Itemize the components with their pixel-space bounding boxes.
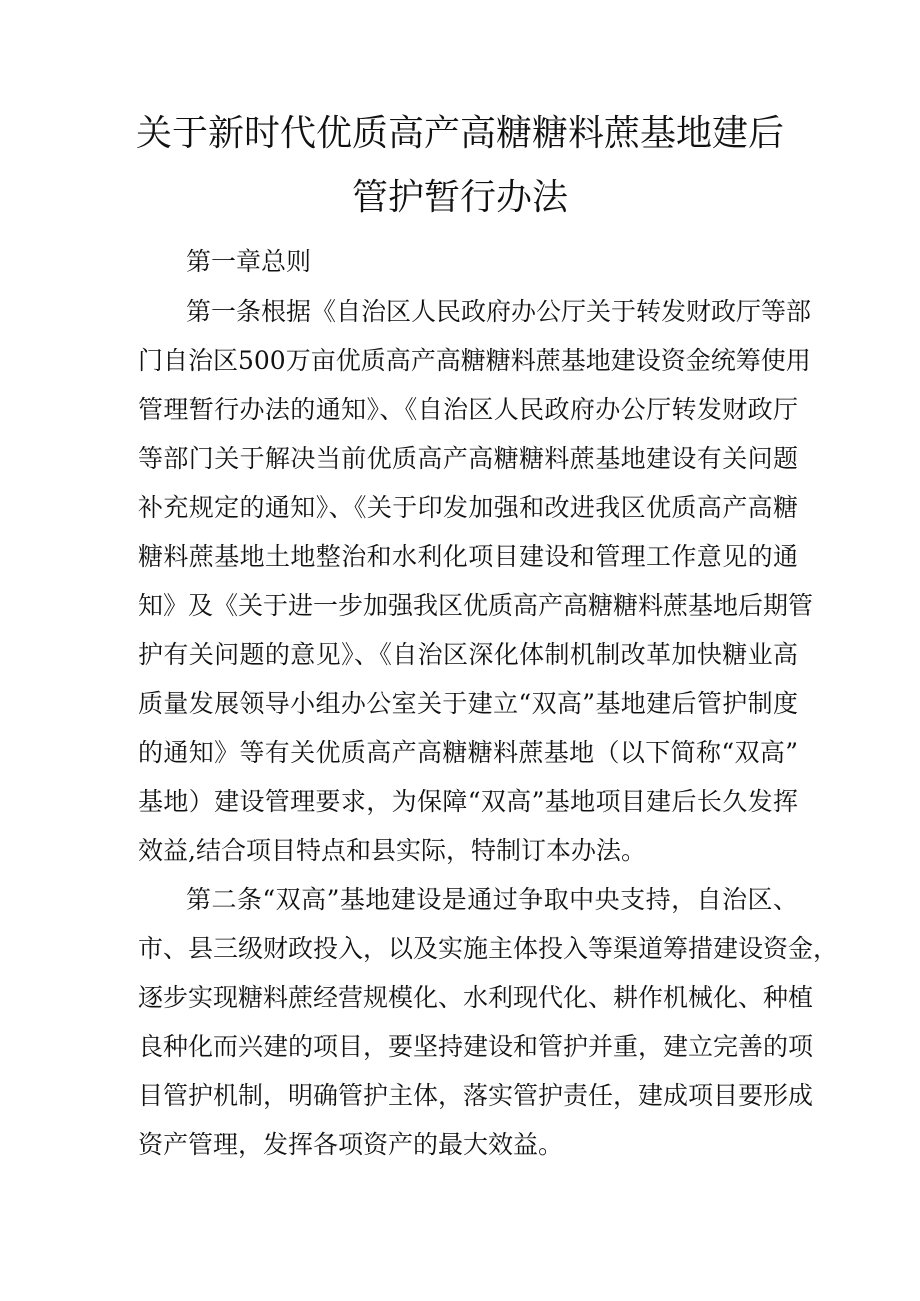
article-1-line: 知》及《关于进一步加强我区优质高产高糖糖料蔗基地后期管 — [138, 591, 814, 620]
article-1-line: 护有关问题的意见》、《自治区深化体制机制改革加快糖业高 — [138, 640, 798, 669]
article-1-line: 效益,结合项目特点和县实际，特制订本办法。 — [138, 836, 646, 865]
article-1-line: 门自治区500万亩优质高产高糖糖料蔗基地建设资金统筹使用 — [138, 346, 811, 375]
article-1-line: 质量发展领导小组办公室关于建立“双高”基地建后管护制度 — [138, 689, 798, 718]
article-1-line: 基地）建设管理要求，为保障“双高”基地项目建后长久发挥 — [138, 787, 798, 816]
article-1-line: 第一条根据《自治区人民政府办公厅关于转发财政厅等部 — [186, 297, 812, 326]
article-2-line: 资产管理，发挥各项资产的最大效益。 — [138, 1130, 564, 1159]
article-1-line: 补充规定的通知》、《关于印发加强和改进我区优质高产高糖 — [138, 493, 798, 522]
article-1-line: 糖料蔗基地土地整治和水利化项目建设和管理工作意见的通 — [138, 542, 798, 571]
article-2-line: 目管护机制，明确管护主体，落实管护责任，建成项目要形成 — [138, 1081, 814, 1110]
article-1-line: 的通知》等有关优质高产高糖糖料蔗基地（以下简称“双高” — [138, 738, 798, 767]
chapter-heading: 第一章总则 — [186, 247, 312, 276]
article-2-line: 第二条“双高”基地建设是通过争取中央支持，自治区、 — [186, 885, 798, 914]
document-title-line-2: 管护暂行办法 — [351, 177, 568, 218]
article-2-line: 良种化而兴建的项目，要坚持建设和管护并重，建立完善的项 — [138, 1032, 814, 1061]
article-1-line: 等部门关于解决当前优质高产高糖糖料蔗基地建设有关问题 — [138, 444, 798, 473]
document-title-line-1: 关于新时代优质高产高糖糖料蔗基地建后 — [135, 113, 784, 154]
article-2-line: 市、县三级财政投入，以及实施主体投入等渠道筹措建设资金， — [138, 934, 839, 963]
article-2-line: 逐步实现糖料蔗经营规模化、水利现代化、耕作机械化、种植 — [138, 983, 814, 1012]
article-1-line: 管理暂行办法的通知》、《自治区人民政府办公厅转发财政厅 — [138, 395, 798, 424]
